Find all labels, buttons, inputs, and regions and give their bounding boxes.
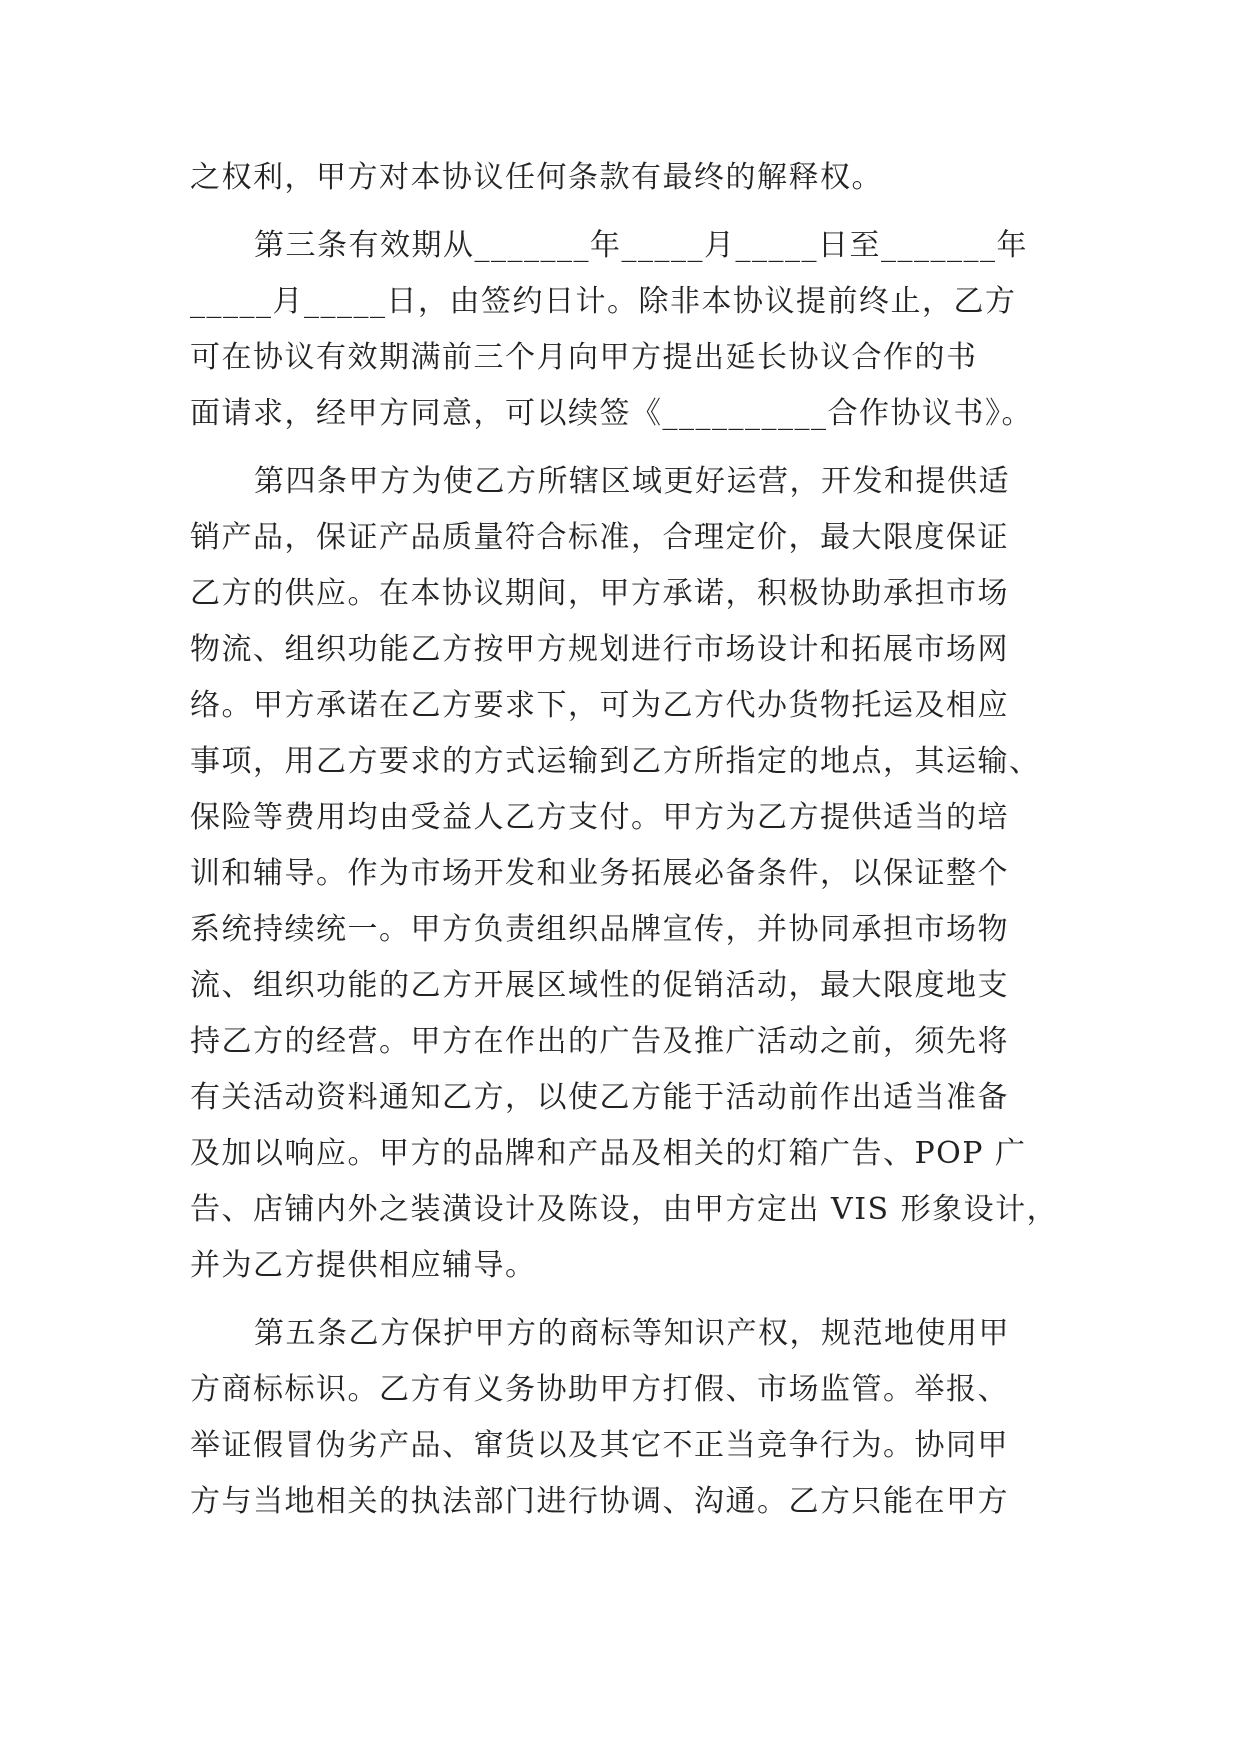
text-line: 持乙方的经营。甲方在作出的广告及推广活动之前，须先将	[190, 1024, 1009, 1059]
paragraph-gap	[190, 206, 1055, 218]
text-line: 第三条有效期从_______年_____月_____日至_______年	[254, 228, 1028, 263]
text-line: 第四条甲方为使乙方所辖区域更好运营，开发和提供适	[254, 464, 1010, 499]
text-line: 乙方的供应。在本协议期间，甲方承诺，积极协助承担市场	[190, 576, 1009, 611]
text-line: 可在协议有效期满前三个月向甲方提出延长协议合作的书	[190, 340, 978, 375]
text-line: 及加以响应。甲方的品牌和产品及相关的灯箱广告、POP 广	[190, 1136, 1027, 1171]
text-line: 系统持续统一。甲方负责组织品牌宣传，并协同承担市场物	[190, 912, 1009, 947]
text-line: 流、组织功能的乙方开展区域性的促销活动，最大限度地支	[190, 968, 1009, 1003]
text-line: _____月_____日，由签约日计。除非本协议提前终止，乙方	[190, 284, 1017, 319]
text-line: 训和辅导。作为市场开发和业务拓展必备条件，以保证整个	[190, 856, 1009, 891]
text-line: 面请求，经甲方同意，可以续签《__________合作协议书》。	[190, 396, 1033, 431]
text-line: 物流、组织功能乙方按甲方规划进行市场设计和拓展市场网	[190, 632, 1009, 667]
text-line: 方与当地相关的执法部门进行协调、沟通。乙方只能在甲方	[190, 1484, 1009, 1519]
text-line: 事项，用乙方要求的方式运输到乙方所指定的地点，其运输、	[190, 744, 1041, 779]
text-line: 举证假冒伪劣产品、窜货以及其它不正当竞争行为。协同甲	[190, 1428, 1009, 1463]
text-line: 告、店铺内外之装潢设计及陈设，由甲方定出 VIS 形象设计，	[190, 1192, 1059, 1227]
text-line: 保险等费用均由受益人乙方支付。甲方为乙方提供适当的培	[190, 800, 1009, 835]
text-line: 有关活动资料通知乙方，以使乙方能于活动前作出适当准备	[190, 1080, 1009, 1115]
text-line: 之权利，甲方对本协议任何条款有最终的解释权。	[190, 160, 883, 195]
paragraph-gap	[190, 442, 1055, 454]
paragraph-gap	[190, 1294, 1055, 1306]
text-line: 并为乙方提供相应辅导。	[190, 1248, 537, 1283]
document-body	[190, 150, 1059, 1530]
text-line: 方商标标识。乙方有义务协助甲方打假、市场监管。举报、	[190, 1372, 1009, 1407]
text-line: 络。甲方承诺在乙方要求下，可为乙方代办货物托运及相应	[190, 688, 1009, 723]
text-line: 第五条乙方保护甲方的商标等知识产权，规范地使用甲	[254, 1316, 1010, 1351]
text-line: 销产品，保证产品质量符合标准，合理定价，最大限度保证	[190, 520, 1009, 555]
